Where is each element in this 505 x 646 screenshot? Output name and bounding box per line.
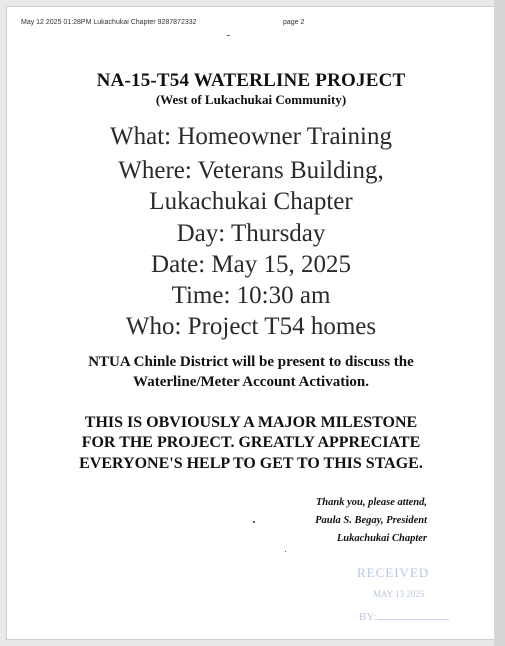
detail-who: Who: Project T54 homes [125, 313, 377, 340]
detail-where-line1: Where: Veterans Building, [118, 157, 384, 184]
received-stamp-signature-line [377, 619, 449, 620]
fax-header-info: May 12 2025 01:28PM Lukachukai Chapter 9287872332 [21, 19, 197, 26]
received-stamp-date: MAY 13 2025 [373, 589, 425, 599]
notice-line2: Waterline/Meter Account Activation. [133, 374, 369, 390]
detail-time: Time: 10:30 am [171, 282, 331, 309]
fax-header [21, 19, 305, 26]
signature-chapter: Lukachukai Chapter [336, 533, 427, 544]
received-stamp-title: RECEIVED [357, 565, 430, 580]
milestone-line2: FOR THE PROJECT. GREATLY APPRECIATE [81, 434, 421, 451]
notice-line1: NTUA Chinle District will be present to discuss the [88, 354, 414, 370]
document-page [6, 6, 496, 640]
detail-date: Date: May 15, 2025 [151, 251, 351, 278]
viewer-scrollbar[interactable] [494, 0, 505, 646]
detail-where-line2: Lukachukai Chapter [149, 188, 353, 215]
scan-mark [227, 35, 230, 36]
received-stamp-by: BY: [359, 611, 377, 623]
scan-speck [253, 521, 255, 523]
milestone-line1: THIS IS OBVIOUSLY A MAJOR MILESTONE [84, 414, 418, 431]
detail-what: What: Homeowner Training [110, 123, 392, 150]
project-title: NA-15-T54 WATERLINE PROJECT [96, 70, 406, 91]
signature-thanks: Thank you, please attend, [315, 497, 427, 508]
detail-day: Day: Thursday [176, 220, 326, 247]
milestone-line3: EVERYONE'S HELP TO GET TO THIS STAGE. [79, 455, 423, 472]
project-subtitle: (West of Lukachukai Community) [155, 92, 347, 107]
fax-page-number: page 2 [283, 19, 305, 26]
signature-name: Paula S. Begay, President [315, 515, 427, 526]
scan-speck [285, 551, 286, 552]
